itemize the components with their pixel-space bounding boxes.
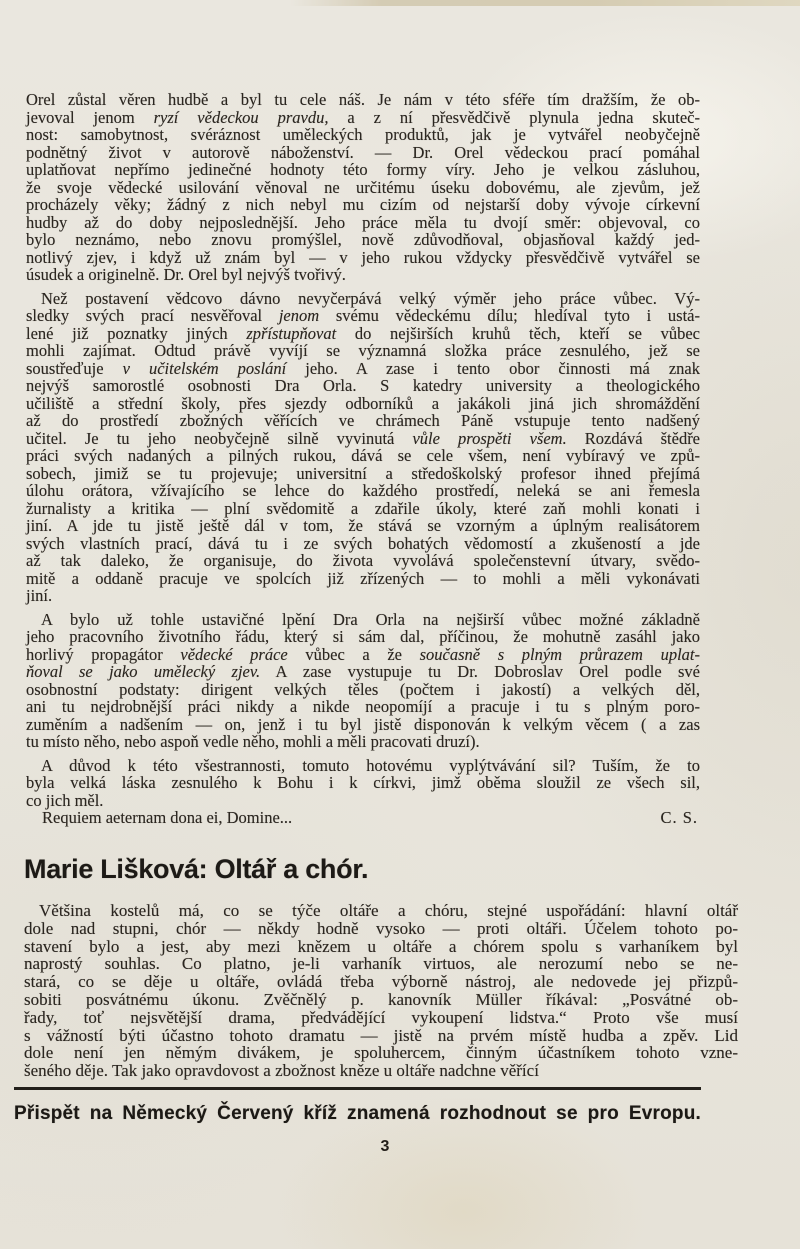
text-line: tu místo něho, nebo aspoň vedle něho, mohli a měli pracovati druzí). <box>26 732 480 751</box>
author-initials: C. S. <box>660 808 698 827</box>
text-line: sobiti posvátnému úkonu. Zvěčnělý p. kanovník Müller říkával: „Posvátné ob- <box>24 989 738 1009</box>
scan-edge-artifact <box>290 0 800 6</box>
text-line: jiní. A jde tu jistě ještě dál v tom, že stává se vzorným a úplným realisátorem <box>26 516 700 535</box>
text-line: ňoval se jako umělecký zjev. A zase vystupuje tu Dr. Dobroslav Orel podle své <box>26 662 701 681</box>
text-line: Většina kostelů má, co se týče oltáře a chóru, stejné uspořádání: hlavní oltář <box>39 901 738 920</box>
text-line: uplatňovat nepřímo jedinečné hodnoty této formy víry. Jeho je velkou zásluhou, <box>26 160 700 179</box>
closing-line-row <box>26 809 700 827</box>
text-line: jiní. <box>26 586 53 605</box>
text-line: lené již poznatky jiných zpřístupňovat do nejširších kruhů těch, kteří se vůbec <box>26 323 700 343</box>
text-line: byla velká láska zesnulého k Bohu i k církvi, jimž oběma sloužil ze všech sil, <box>26 773 700 792</box>
page-number: 3 <box>380 1138 390 1155</box>
text-line: sobech, jimiž se tu projevuje; universitní a středoškolský profesor ihned přejímá <box>26 463 700 483</box>
article-oltar-a-chor <box>24 902 738 1080</box>
text-line: nejvýš samorostlé osobnosti Dra Orla. S katedry university a theologického <box>26 376 700 395</box>
text-line: osobnostní podstaty: dirigent velkých těles (počtem i jakostí) a velkých děl, <box>26 679 700 699</box>
text-line: A bylo už tohle ustavičné lpění Dra Orla na nejširší vůbec možné základně <box>41 609 700 629</box>
text-line: podnětný život v autorově náboženství. — Dr. Orel vědeckou prací pomáhal <box>26 142 700 162</box>
paragraph <box>26 290 700 605</box>
text-line: bylo neznámo, nebo znovu promýšlel, nově zdůvodňoval, objasňoval každý jed- <box>26 230 700 249</box>
text-line: zuměním a nadšením — on, jenž i tu byl jistě disponován k velkým věcem ( a zas <box>26 714 700 734</box>
paragraph <box>24 902 738 1080</box>
text-line: učitel. Je tu jeho neobyčejně silně vyvinutá vůle prospěti všem. Rozdává štědře <box>26 428 701 448</box>
text-line: jeho pracovního životního řádu, který si sám dal, příčinou, že mohutně zasáhl jako <box>26 627 700 646</box>
text-line: svých vlastních prací, dává tu i ze svých bohatých vědomostí a zkušeností a jde <box>26 533 700 553</box>
text-line: šeného děje. Tak jako opravdovost a zbožnost kněze u oltáře nadchne věřící <box>24 1061 539 1081</box>
text-line: učiliště a střední školy, přes sjezdy odborníků a jakákoli jiná jich shromáždění <box>26 393 700 413</box>
text-line: Orel zůstal věren hudbě a byl tu cele náš. Je nám v této sféře tím dražším, že ob- <box>26 90 700 109</box>
text-line: hudby až do doby nejposlednější. Jeho práce měla tu dvojí směr: objevoval, co <box>26 212 700 232</box>
text-line: úlohu orátora, vžívajícího se lehce do každého prostředí, neleká se ani řemesla <box>26 481 700 500</box>
article-body <box>24 902 738 1080</box>
text-line: úsudek a originelně. Dr. Orel byl nejvýš tvořivý. <box>26 265 346 284</box>
text-line: až tak daleko, že organisuje, do života vyvolává společenstevní útvary, svědo- <box>26 551 700 570</box>
text-line: řady, toť nejsvětější drama, předvádějící vykoupení lidstva.“ Proto vše musí <box>24 1007 738 1027</box>
text-line: s vážností býti účastno tohoto dramatu — jistě na prvém místě hudba a zpěv. Lid <box>24 1025 738 1045</box>
paragraph <box>26 611 700 751</box>
text-line: horlivý propagátor vědecké práce vůbec a že současně s plným průrazem uplat- <box>26 644 701 664</box>
text-line: soustřeďuje v učitelském poslání jeho. A zase i tento obor činnosti má znak <box>26 358 700 378</box>
text-line: až do prostředí zbožných věřících ve chrámech Páně vstupuje tento nadšený <box>26 411 700 430</box>
text-line: mitě a oddaně pracuje ve spolcích již zřízených — to mohli a měli vykonávati <box>26 568 700 588</box>
footer-rule <box>14 1087 701 1090</box>
closing-quote: Requiem aeternam dona ei, Domine... <box>42 808 293 827</box>
text-line: mohli zajímat. Odtud právě vyvíjí se významná složka práce zesnulého, jež se <box>26 341 700 360</box>
text-line: stará, co se děje u oltáře, ovládá třeba výborně nástroj, ale nedovede jej přizpů- <box>24 972 738 992</box>
footer-slogan: Přispět na Německý Červený kříž znamená rozhodnout se pro Evropu. <box>14 1103 701 1124</box>
text-line: jevoval jenom ryzí vědeckou pravdu, a z ní přesvědčivě plynula jedna skuteč- <box>26 107 700 127</box>
article-body <box>26 91 700 809</box>
paragraph <box>26 91 700 284</box>
text-line: sledky svých prací nesvěřoval jenom svému vědeckému dílu; hledíval tyto i ustá- <box>26 306 700 325</box>
text-line: naprostý souhlas. Co platno, je-li varhaník virtuos, ale nerozumí nebo se ne- <box>24 954 738 974</box>
text-line: práci svých nadaných a pilných rukou, dává se cele všem, není vybíravý ve způ- <box>26 446 700 465</box>
text-line: A důvod k této všestrannosti, tomuto hotovému vyplýtvávání sil? Tuším, že to <box>41 755 700 775</box>
text-line: dole není jen němým divákem, je spoluhercem, činným účastníkem tohoto vzne- <box>24 1043 738 1063</box>
text-line: notlivý zjev, i když už znám byl — v jeho rukou vždycky přesvědčivě vytvářel se <box>26 247 700 267</box>
text-line: nost: samobytnost, svéráznost uměleckých produktů, jak je vytvářel neobyčejně <box>26 125 700 144</box>
paragraph <box>26 757 700 810</box>
text-line: že svoje vědecké usilování věnoval ne určitému úseku dobovému, ale zjevům, jež <box>26 177 700 197</box>
footer-banner-area <box>14 1087 701 1125</box>
article-orel-obituary <box>26 91 700 827</box>
text-line: co jich měl. <box>26 790 104 810</box>
text-line: ani tu nejdrobnější práci nikdy a nikde neopomíjí a pracuje i tu s plným poro- <box>26 697 700 716</box>
article-heading: Marie Lišková: Oltář a chór. <box>24 854 369 884</box>
text-line: Než postavení vědcovo dávno nevyčerpává velký výměr jeho práce vůbec. Vý- <box>41 288 700 308</box>
text-line: dole nad stupni, chór — někdy hodně vysoko — proti oltáři. Účelem tohoto po- <box>24 918 738 938</box>
text-line: stavení bylo a jest, aby mezi knězem u oltáře a chórem spolu s varhaníkem byl <box>24 936 738 956</box>
text-line: žurnalisty a kritika — plní svědomitě a zdařile úkoly, které zaň mohli konati i <box>26 498 700 518</box>
text-line: procházely věky; žádný z nich nebyl mu cizím od nejstarší doby vývoje církevní <box>26 195 700 214</box>
